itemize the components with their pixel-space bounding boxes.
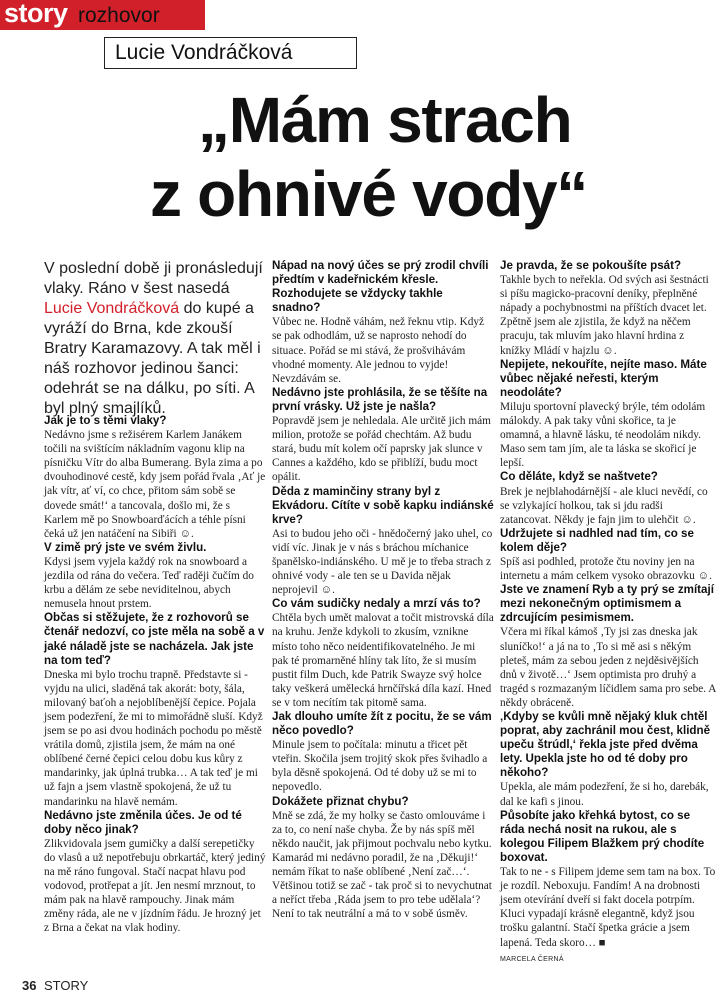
magazine-name: STORY xyxy=(44,978,89,993)
interviewee-name-box: Lucie Vondráčková xyxy=(104,37,357,69)
answer: Upekla, ale mám podezření, že si ho, darebák, dal ke kafi s jinou. xyxy=(500,781,709,808)
answer: Vůbec ne. Hodně váhám, než řeknu vtip. Když se pak odhodlám, už se naprosto nehodí do situace. Pořád se mi stává, že prošvihávám vhodné momenty. Ale jednou to vyjde! Nevzdávám se. xyxy=(272,316,485,385)
lead-text-2: do kupé a vyráží do Brna, kde zkouší Bratry Karamazovy. A tak měl i náš rozhovor jedinou šanci: odehrát se na dálku, po síti. A byl plný smajlíků. xyxy=(44,300,261,417)
lead-text-1: V poslední době ji pronásledují vlaky. Ráno v šest nasedá xyxy=(44,260,263,297)
question: Jste ve znamení Ryb a ty prý se zmítají mezi nekonečným optimismem a zdrcujícím pesimismem. xyxy=(500,583,714,625)
question: Co vám sudičky nedaly a mrzí vás to? xyxy=(272,597,481,611)
answer: Minule jsem to počítala: minutu a třicet pět vteřin. Skočila jsem trojitý skok přes švihadlo a byla děsně spokojená. Od té doby už se mi to nepovedlo. xyxy=(272,739,488,794)
question: Působíte jako křehká bytost, co se ráda nechá nosit na rukou, ale s kolegou Filipem Blažkem prý chodíte boxovat. xyxy=(500,808,705,864)
answer: Takhle bych to neřekla. Od svých asi šestnácti si píšu magicko-pracovní deníky, přeplněné nápady a pochybnostmi na příštích dvacet let. Zpětně jsem ale zjistila, že když na něčem pracuju, tak mluvím jako hlavní hrdina z knížky Mládí v hajzlu ☺. xyxy=(500,274,709,357)
page-number: 36 xyxy=(22,978,37,993)
question: Je pravda, že se pokoušíte psát? xyxy=(500,259,682,272)
answer: Miluju sportovní plavecký brýle, tém odolám málokdy. A pak taky vůni skořice, ta je omamná, a hlavně lásku, té neodolám nikdy. Maso sem tam jím, ale ta láska se skořicí je lepší. xyxy=(500,400,706,470)
text-column-2 xyxy=(272,259,494,921)
question: Jak je to s těmi vlaky? xyxy=(44,414,167,427)
answer: Spíš asi podhled, protože čtu noviny jen na internetu a mám celkem vysoko obrazovku ☺. xyxy=(500,555,712,583)
answer: Chtěla bych umět malovat a točit mistrovská díla na kruhu. Jenže kdykoli to zkusím, vznikne místo toho něco neidentifikovatelného. Je mi pak té promarněné hlíny tak líto, že si musím pustit film Duch, kde Patrik Swayze svý holce taky veškerá umělecká hrnčířská díla kazí. Hned se v tom necítím tak pitomě sama. xyxy=(272,612,494,709)
question: Jak dlouho umíte žít z pocitu, že se vám něco povedlo? xyxy=(272,710,492,738)
headline xyxy=(150,83,710,231)
headline-line-1: „Mám strach xyxy=(198,84,572,156)
lead-name: Lucie Vondráčková xyxy=(44,300,180,317)
section-sublabel: rozhovor xyxy=(78,4,160,27)
headline-line-2: z ohnivé vody“ xyxy=(150,158,587,230)
question: V zimě prý jste ve svém živlu. xyxy=(44,540,207,554)
answer: Brek je nejblahodárnější - ale kluci nevědí, co se vzlykající holkou, tak si jdu radši zatancovat. Někdy je fajn jim to ulehčit ☺. xyxy=(500,485,708,526)
answer: Včera mi říkal kámoš ‚Ty jsi zas dneska jak sluníčko!‘ a já na to ‚To si mě asi s někým pleteš, mám za sebou jeden z nejděsivějších dnů v životě…‘ Jsem optimista pro druhý a tragéd s rozmazaným líčidlem sama pro sebe. A někdy obráceně. xyxy=(500,626,716,709)
question: Nedávno jste změnila účes. Je od té doby něco jinak? xyxy=(44,808,242,836)
answer: Popravdě jsem je nehledala. Ale určitě jich mám milion, protože se pořád chechtám. Až budu stará, budu mít kolem očí paprsky jak slunce v Cannes a každého, kdo se přiblíží, budu moct opálit. xyxy=(272,415,491,484)
question: Dokážete přiznat chybu? xyxy=(272,794,409,808)
answer: Nedávno jsme s režisérem Karlem Janákem točili na svištícím nákladním vagonu klip na písničku Vítr do alba Bumerang. Byla zima a po dvouhodinové cestě, kdy jsem pořád řvala ‚Ať je jak vítr, ať ví, co chce, přitom sám sobě se dovede smát!‘ a tancovala, došlo mi, že s Karlem mě po Snowboarďácích a téhle písni čeká už jen natáčení na Sibiři ☺. xyxy=(44,429,266,540)
answer: Dneska mi bylo trochu trapně. Představte si - vyjdu na ulici, sladěná tak akorát: boty, šála, milovaný baťoh a nejoblíbenější čepice. Pojala jsem podezření, že mi to mimořádně sluší. Když jsem se po asi dvou hodinách pochodu po městě vrátila domů, zjistila jsem, že mám na oné oblíbené černé čepici celou dobu kus kůry z mandarinky, jak úplná trubka… A tak teď je mi už fajn a jsem vlastně spokojená, že už tu mandarinku na hlavě nemám. xyxy=(44,668,263,808)
section-label: story xyxy=(4,0,68,28)
question: Nedávno jste prohlásila, že se těšíte na první vrásky. Už jste je našla? xyxy=(272,385,488,413)
question: Nápad na nový účes se prý zrodil chvíli předtím v kadeřnickém křesle. Rozhodujete se vždycky takhle snadno? xyxy=(272,259,489,315)
lead-paragraph xyxy=(44,259,266,419)
question: Děda z maminčiny strany byl z Ekvádoru. Cítíte v sobě kapku indiánské krve? xyxy=(272,484,494,526)
answer: Mně se zdá, že my holky se často omlouváme i za to, co není naše chyba. Že by nás spíš měl někdo naučit, jak přijmout pochvalu nebo kytku. Kamarád mi nedávno poradil, že na ‚Děkuji!‘ nemám říkat to naše oblíbené ‚Není zač…‘. Většinou totiž se zač - tak proč si to nevychutnat a neříct třeba ‚Ráda jsem to pro tebe udělala‘? Není to tak neutrální a má to v sobě úsměv. xyxy=(272,809,492,921)
answer: Asi to budou jeho oči - hnědočerný jako uhel, co vidí víc. Jinak je v nás s bráchou míchanice španělsko-indiánského. U mě je to třeba strach z ohnivé vody - ale ten se u Davida nějak neprojevil ☺. xyxy=(272,527,493,597)
question: ‚Kdyby se kvůli mně nějaký kluk chtěl poprat, aby zachránil mou čest, klidně upeču štrúdl,‘ řekla jste před dvěma lety. Upekla jste ho od té doby pro někoho? xyxy=(500,710,711,780)
text-column-3 xyxy=(500,259,716,967)
text-column-1 xyxy=(44,414,266,935)
answer: Kdysi jsem vyjela každý rok na snowboard a jezdila od rána do večera. Teď raději čučím do krbu a dělám ze sebe neviditelnou, abych nemusela hnout prstem. xyxy=(44,555,254,611)
question: Udržujete si nadhled nad tím, co se kolem děje? xyxy=(500,526,694,554)
author-credit: MARCELA ČERNÁ xyxy=(500,955,564,963)
answer: Tak to ne - s Filipem jdeme sem tam na box. To je rozdíl. Neboxuju. Fandím! A na drobnosti jsem otevírání dveří si fakt docela potrpím. Kluci vypadají krásně elegantně, když jsou trošku galantní. Stačí špetka grácie a jsem lapená. Teda skoro… ■ xyxy=(500,866,716,949)
question: Nepijete, nekouříte, nejíte maso. Máte vůbec nějaké neřesti, kterým neodoláte? xyxy=(500,357,707,399)
question: Občas si stěžujete, že z rozhovorů se čtenář nedozví, co jste měla na sobě a v jaké náladě jste se nacházela. Jak jste na tom teď? xyxy=(44,611,265,667)
answer: Zlikvidovala jsem gumičky a další serepetičky do vlasů a už nepotřebuju obrkartáč, který jediný na mě ráno fungoval. Stačí nacpat hlavu pod vodovod, protřepat a jít. Jen nesmí mrznout, to mám pak na hlavě rampouchy. Jinak mám změny ráda, ale ne v jízdním řádu. Je hrozný jet z Brna a čekat na vlak hodiny. xyxy=(44,837,266,935)
question: Co děláte, když se naštvete? xyxy=(500,470,658,484)
